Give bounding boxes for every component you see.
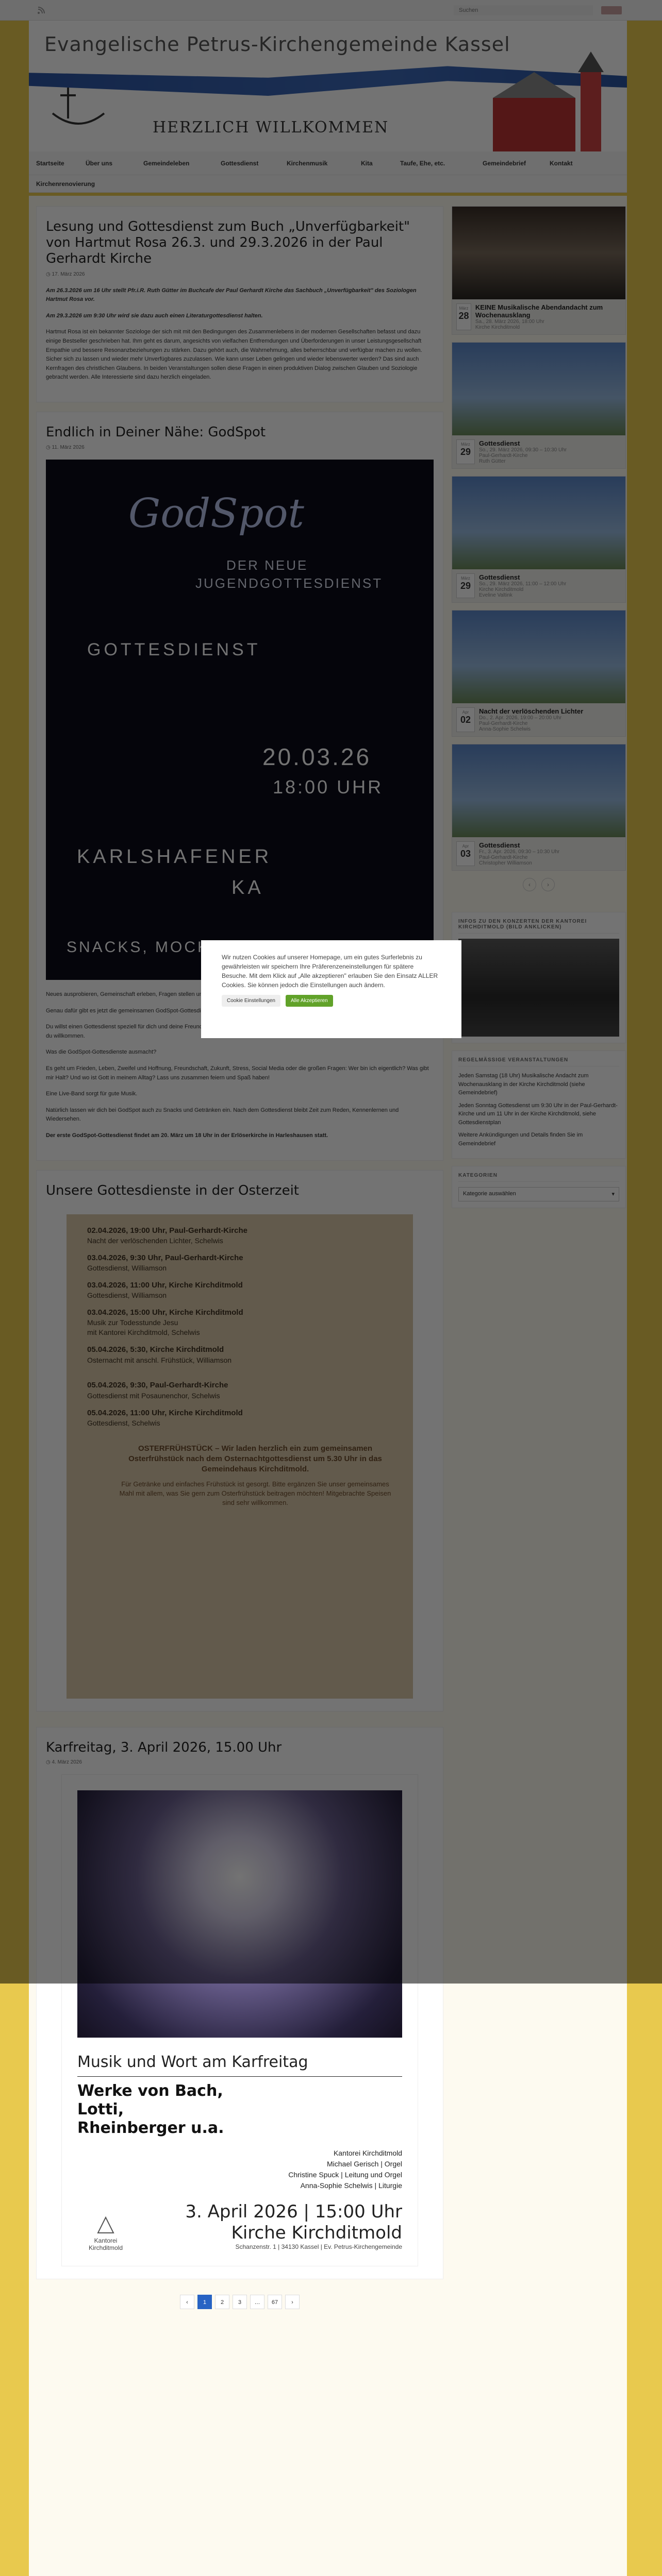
pagination-prev[interactable]: ‹: [180, 2295, 194, 2309]
kantorei-logo-icon: [95, 2215, 116, 2235]
poster-datetime: 3. April 2026 | 15:00 Uhr Kirche Kirchditmold: [185, 2201, 402, 2243]
pagination-page-current[interactable]: 1: [197, 2295, 212, 2309]
poster-address: Schanzenstr. 1 | 34130 Kassel | Ev. Petrus-Kirchengemeinde: [235, 2243, 402, 2251]
cookie-accept-button[interactable]: Alle Akzeptieren: [286, 995, 333, 1007]
pagination-page[interactable]: 2: [215, 2295, 229, 2309]
poster-head: Musik und Wort am Karfreitag: [77, 2038, 402, 2077]
pagination-ellipsis: …: [250, 2295, 264, 2309]
cookie-text: Wir nutzen Cookies auf unserer Homepage, um ein gutes Surferlebnis zu gewährleisten wir speichern Ihre Präferenzeneinstellungen für spätere Besuche. Mit dem Klick auf „Alle akzeptieren" erlauben Sie den Einsatz ALLER Cookies. Sie können jedoch die Einstellungen auch ändern.: [222, 954, 438, 989]
cookie-settings-button[interactable]: Cookie Einstellungen: [222, 995, 280, 1007]
cookie-consent-dialog: [201, 940, 461, 1038]
pagination-page[interactable]: 67: [268, 2295, 282, 2309]
pagination-page[interactable]: 3: [233, 2295, 247, 2309]
pagination-next[interactable]: ›: [285, 2295, 300, 2309]
kantorei-logo: Kantorei Kirchditmold: [77, 2215, 134, 2251]
pagination: [36, 2295, 443, 2309]
poster-credits: Kantorei Kirchditmold Michael Gerisch | Orgel Christine Spuck | Leitung und Orgel Anna-Sophie Schelwis | Liturgie: [288, 2148, 402, 2190]
poster-works: Werke von Bach, Lotti, Rheinberger u.a.: [77, 2081, 224, 2137]
